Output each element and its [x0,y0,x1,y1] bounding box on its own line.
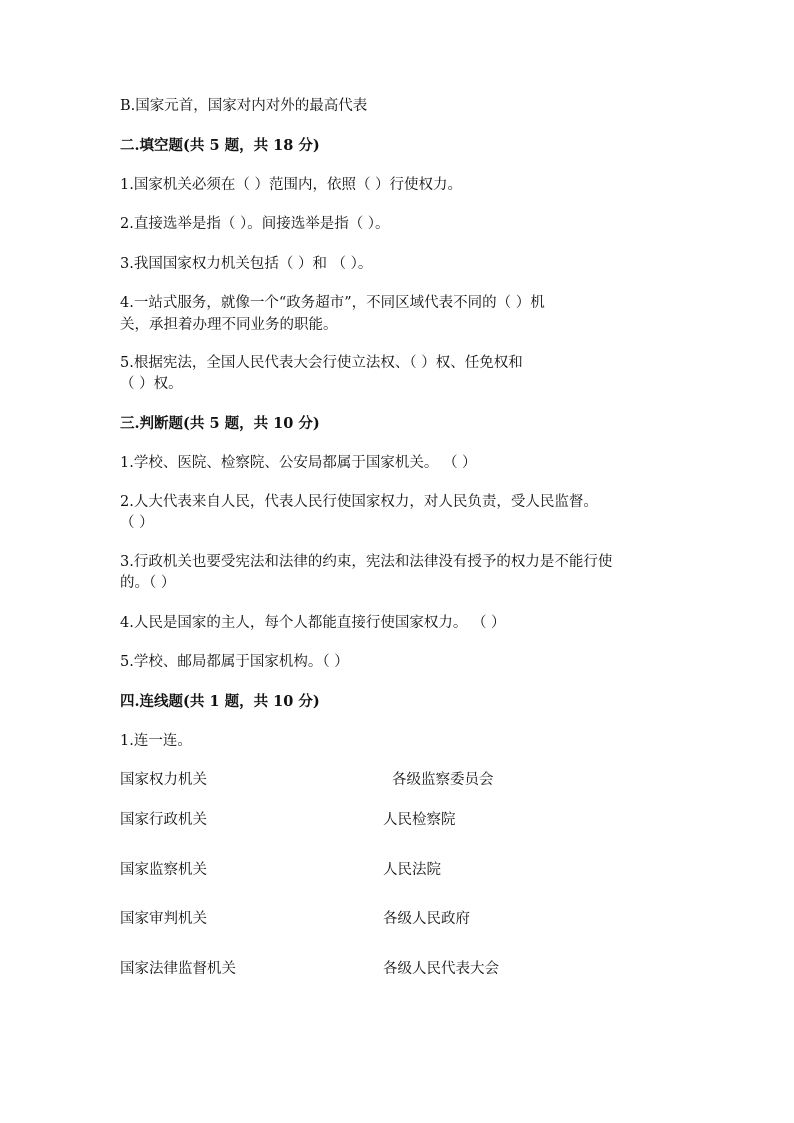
judge-question-2-line-2: （ ） [120,515,154,531]
match-left-item[interactable]: 国家权力机关 [120,772,207,788]
fill-question-5-line-1: 5.根据宪法，全国人民代表大会行使立法权、（ ）权、任免权和 [120,355,523,371]
match-right-item[interactable]: 人民法院 [383,862,441,878]
judge-question-4: 4.人民是国家的主人，每个人都能直接行使国家权力。 （ ） [120,615,506,631]
match-right-item[interactable]: 各级人民代表大会 [383,961,499,977]
fill-question-3: 3.我国国家权力机关包括（ ）和 （ ）。 [120,256,373,272]
match-right-item[interactable]: 各级人民政府 [383,911,470,927]
judge-question-2-line-1: 2.人大代表来自人民，代表人民行使国家权力，对人民负责，受人民监督。 [120,494,598,510]
match-left-item[interactable]: 国家法律监督机关 [120,961,236,977]
judge-question-3-line-2: 的。（ ） [120,575,176,591]
match-right-item[interactable]: 各级监察委员会 [392,772,494,788]
fill-question-4-line-1: 4.一站式服务，就像一个“政务超市”，不同区域代表不同的（ ）机 [120,295,545,311]
judge-question-1: 1.学校、医院、检察院、公安局都属于国家机关。 （ ） [120,455,477,471]
section-true-false-heading: 三.判断题(共 5 题，共 10 分) [120,415,320,432]
section-matching-heading: 四.连线题(共 1 题，共 10 分) [120,693,320,710]
matching-question-1: 1.连一连。 [120,733,192,749]
match-left-item[interactable]: 国家监察机关 [120,862,207,878]
fill-question-4-line-2: 关，承担着办理不同业务的职能。 [120,317,338,333]
match-right-item[interactable]: 人民检察院 [383,812,456,828]
judge-question-5: 5.学校、邮局都属于国家机构。（ ） [120,654,349,670]
match-left-item[interactable]: 国家审判机关 [120,911,207,927]
judge-question-3-line-1: 3.行政机关也要受宪法和法律的约束，宪法和法律没有授予的权力是不能行使 [120,554,613,570]
fill-question-5-line-2: （ ）权。 [120,376,183,392]
fill-question-2: 2.直接选举是指（ ）。间接选举是指（ ）。 [120,216,390,232]
fill-question-1: 1.国家机关必须在（ ）范围内，依照（ ）行使权力。 [120,177,463,193]
section-fill-blank-heading: 二.填空题(共 5 题，共 18 分) [120,137,320,154]
previous-option-b: B.国家元首，国家对内对外的最高代表 [120,98,368,114]
match-left-item[interactable]: 国家行政机关 [120,812,207,828]
